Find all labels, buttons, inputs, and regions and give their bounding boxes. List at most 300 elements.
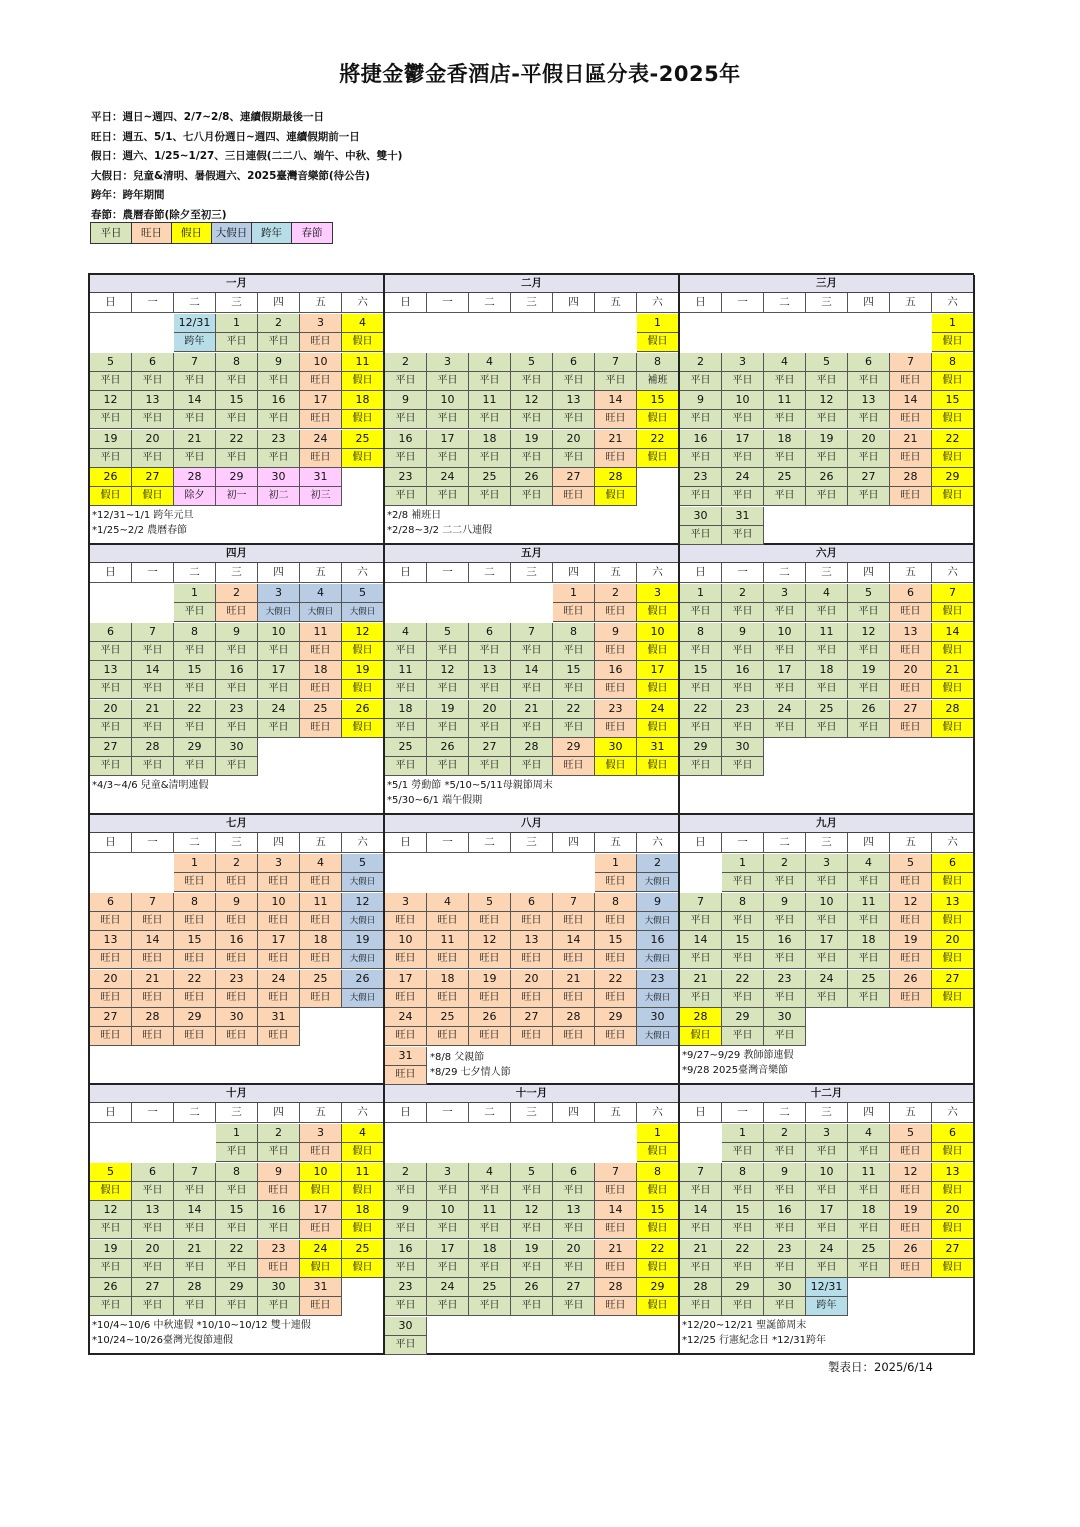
day-type: 平日	[680, 989, 722, 1008]
day-number: 5	[848, 584, 890, 603]
day-number: 24	[258, 970, 300, 989]
definition-big-holiday: 大假日：兒童&清明、暑假週六、2025臺灣音樂節(待公告)	[91, 169, 370, 182]
weekday-header: 五	[890, 1103, 932, 1123]
day-number: 1	[174, 584, 216, 603]
day-number: 17	[258, 661, 300, 680]
day-number: 29	[680, 738, 722, 757]
day-number: 26	[848, 700, 890, 719]
day-type: 假日	[680, 1027, 722, 1046]
day-type: 平日	[258, 1297, 300, 1316]
day-type: 平日	[132, 372, 174, 391]
day-number: 5	[890, 1124, 932, 1143]
day-type: 假日	[932, 1143, 973, 1162]
day-type: 平日	[806, 989, 848, 1008]
day-number: 6	[90, 893, 132, 912]
day-number: 3	[385, 893, 427, 912]
day-type: 平日	[848, 680, 890, 699]
day-type: 平日	[174, 757, 216, 776]
day-type: 假日	[300, 1182, 342, 1201]
month-notes	[90, 508, 383, 538]
day-type: 平日	[216, 680, 258, 699]
day-type: 平日	[722, 1297, 764, 1316]
day-type: 平日	[174, 372, 216, 391]
day-type: 旺日	[469, 1027, 511, 1046]
day-number: 13	[553, 391, 595, 410]
day-number: 13	[90, 931, 132, 950]
day-number: 14	[174, 391, 216, 410]
day-number: 22	[174, 970, 216, 989]
day-type: 平日	[258, 1143, 300, 1162]
weekday-header: 三	[511, 1103, 553, 1123]
day-number: 31	[258, 1008, 300, 1027]
day-number: 20	[932, 931, 973, 950]
day-type: 假日	[637, 642, 678, 661]
day-number: 9	[680, 391, 722, 410]
day-type: 旺日	[595, 1027, 637, 1046]
day-number: 5	[427, 623, 469, 642]
weekday-header: 日	[385, 833, 427, 853]
weekday-header: 二	[764, 1103, 806, 1123]
day-type: 平日	[553, 1259, 595, 1278]
day-number: 31	[637, 738, 678, 757]
day-type: 初三	[300, 487, 342, 506]
day-type: 平日	[848, 1220, 890, 1239]
day-type: 大假日	[342, 989, 383, 1008]
day-type: 平日	[132, 1220, 174, 1239]
day-number: 18	[342, 391, 383, 410]
day-type: 旺日	[216, 1027, 258, 1046]
day-number: 8	[174, 623, 216, 642]
day-number: 20	[553, 430, 595, 449]
day-number: 10	[637, 623, 678, 642]
day-type: 旺日	[300, 950, 342, 969]
day-number: 21	[932, 661, 973, 680]
day-type: 平日	[722, 1027, 764, 1046]
weekday-header: 六	[932, 563, 973, 583]
day-type: 旺日	[300, 912, 342, 931]
day-type: 旺日	[553, 1027, 595, 1046]
day-type: 旺日	[385, 912, 427, 931]
day-number: 24	[427, 468, 469, 487]
day-type: 平日	[132, 410, 174, 429]
legend-peak: 旺日	[132, 223, 172, 243]
day-number: 18	[300, 931, 342, 950]
definition-spring-festival: 春節：農曆春節(除夕至初三)	[91, 208, 227, 221]
weekday-header: 五	[595, 1103, 637, 1123]
weekday-header: 二	[469, 293, 511, 313]
weekday-header: 六	[932, 293, 973, 313]
day-number: 12/31	[174, 314, 216, 333]
weekday-header: 一	[132, 563, 174, 583]
day-type: 平日	[511, 680, 553, 699]
day-number: 9	[764, 893, 806, 912]
day-type: 平日	[469, 449, 511, 468]
day-number: 16	[595, 661, 637, 680]
day-type: 旺日	[300, 719, 342, 738]
day-type: 旺日	[132, 912, 174, 931]
day-number: 10	[258, 623, 300, 642]
day-number: 22	[216, 430, 258, 449]
day-type: 平日	[216, 1182, 258, 1201]
day-number: 9	[722, 623, 764, 642]
day-number: 1	[637, 314, 678, 333]
day-type: 假日	[342, 1259, 383, 1278]
day-number: 16	[216, 661, 258, 680]
day-number: 27	[553, 468, 595, 487]
calendar-grid	[88, 273, 974, 1355]
day-number: 13	[132, 391, 174, 410]
day-number: 28	[932, 700, 973, 719]
day-type: 平日	[722, 989, 764, 1008]
day-number: 15	[637, 391, 678, 410]
weekday-header: 四	[258, 293, 300, 313]
day-number: 30	[722, 738, 764, 757]
day-number: 28	[174, 1278, 216, 1297]
day-number: 2	[385, 1163, 427, 1182]
day-type: 平日	[511, 1259, 553, 1278]
day-type: 平日	[680, 1182, 722, 1201]
day-type: 平日	[216, 1143, 258, 1162]
day-type: 平日	[511, 449, 553, 468]
day-type: 平日	[469, 1182, 511, 1201]
day-type: 平日	[680, 603, 722, 622]
day-number: 7	[932, 584, 973, 603]
day-number: 5	[890, 854, 932, 873]
day-type: 假日	[342, 680, 383, 699]
day-number: 29	[595, 1008, 637, 1027]
weekday-header: 日	[90, 293, 132, 313]
day-number: 30	[595, 738, 637, 757]
day-number: 3	[806, 1124, 848, 1143]
day-type: 平日	[511, 757, 553, 776]
day-type: 平日	[90, 1297, 132, 1316]
day-type: 平日	[764, 1297, 806, 1316]
day-type: 平日	[806, 1259, 848, 1278]
page-title: 將捷金鬱金香酒店-平假日區分表-2025年	[339, 62, 741, 86]
day-number: 24	[258, 700, 300, 719]
day-number: 3	[258, 854, 300, 873]
day-number: 12	[427, 661, 469, 680]
day-number: 11	[385, 661, 427, 680]
day-type: 旺日	[595, 1220, 637, 1239]
day-number: 9	[216, 623, 258, 642]
day-type: 旺日	[511, 912, 553, 931]
day-type: 平日	[553, 719, 595, 738]
day-type: 平日	[132, 642, 174, 661]
weekday-header: 一	[722, 563, 764, 583]
day-number: 17	[722, 430, 764, 449]
day-type: 平日	[764, 1027, 806, 1046]
day-number: 10	[258, 893, 300, 912]
day-type: 平日	[427, 449, 469, 468]
day-number: 23	[258, 430, 300, 449]
day-type: 平日	[174, 1182, 216, 1201]
day-type: 旺日	[890, 1220, 932, 1239]
day-type: 平日	[427, 719, 469, 738]
weekday-header: 五	[595, 833, 637, 853]
day-type: 旺日	[553, 757, 595, 776]
day-number: 6	[848, 353, 890, 372]
day-type: 旺日	[174, 989, 216, 1008]
weekday-header: 六	[637, 1103, 678, 1123]
day-type: 平日	[174, 1259, 216, 1278]
day-number: 31	[300, 468, 342, 487]
day-number: 12/31	[806, 1278, 848, 1297]
day-number: 15	[174, 931, 216, 950]
day-type: 平日	[385, 1182, 427, 1201]
month-notes	[428, 1050, 678, 1080]
weekday-header: 三	[806, 833, 848, 853]
day-type: 平日	[722, 1259, 764, 1278]
day-type: 平日	[469, 487, 511, 506]
day-type: 平日	[848, 989, 890, 1008]
definition-weekday: 平日：週日~週四、2/7~2/8、連續假期最後一日	[91, 111, 324, 123]
day-type: 平日	[511, 719, 553, 738]
day-type: 旺日	[890, 912, 932, 931]
day-type: 平日	[511, 410, 553, 429]
legend-new-year: 跨年	[252, 223, 292, 243]
day-type: 平日	[385, 1259, 427, 1278]
month-notes	[385, 778, 678, 808]
day-type: 平日	[216, 1259, 258, 1278]
day-number: 26	[427, 738, 469, 757]
day-type: 平日	[427, 487, 469, 506]
day-number: 8	[637, 1163, 678, 1182]
day-type: 旺日	[890, 680, 932, 699]
day-type: 平日	[132, 1297, 174, 1316]
weekday-header: 四	[848, 1103, 890, 1123]
day-type: 平日	[722, 1182, 764, 1201]
day-number: 28	[132, 738, 174, 757]
day-type: 平日	[806, 950, 848, 969]
day-type: 平日	[427, 1297, 469, 1316]
day-number: 1	[174, 854, 216, 873]
weekday-header: 六	[342, 833, 383, 853]
day-number: 9	[637, 893, 678, 912]
day-number: 27	[132, 1278, 174, 1297]
day-number: 28	[890, 468, 932, 487]
day-number: 30	[764, 1278, 806, 1297]
day-type: 平日	[469, 642, 511, 661]
day-type: 平日	[385, 642, 427, 661]
day-type: 平日	[90, 372, 132, 391]
day-type: 假日	[132, 487, 174, 506]
day-type: 旺日	[300, 1297, 342, 1316]
note-line: *9/27~9/29 教師節連假	[682, 1049, 794, 1061]
day-number: 15	[216, 1201, 258, 1220]
day-type: 平日	[174, 680, 216, 699]
day-type: 平日	[216, 1297, 258, 1316]
day-type: 平日	[511, 487, 553, 506]
day-number: 24	[722, 468, 764, 487]
day-type: 旺日	[258, 873, 300, 892]
weekday-header: 四	[848, 293, 890, 313]
day-type: 平日	[848, 372, 890, 391]
day-type: 初一	[216, 487, 258, 506]
day-type: 平日	[511, 642, 553, 661]
day-number: 26	[890, 1240, 932, 1259]
day-type: 旺日	[427, 1027, 469, 1046]
day-number: 25	[764, 468, 806, 487]
day-type: 大假日	[342, 603, 383, 622]
month-title: 十一月	[385, 1085, 678, 1103]
day-number: 26	[890, 970, 932, 989]
day-type: 平日	[553, 1220, 595, 1239]
day-type: 平日	[385, 372, 427, 391]
day-number: 12	[511, 1201, 553, 1220]
day-type: 假日	[595, 487, 637, 506]
day-number: 23	[385, 468, 427, 487]
day-type: 除夕	[174, 487, 216, 506]
day-type: 假日	[932, 487, 973, 506]
day-type: 平日	[680, 372, 722, 391]
day-number: 22	[637, 430, 678, 449]
day-number: 11	[469, 1201, 511, 1220]
day-type: 旺日	[174, 912, 216, 931]
day-number: 26	[806, 468, 848, 487]
day-number: 26	[90, 468, 132, 487]
day-type: 假日	[342, 719, 383, 738]
day-number: 10	[427, 1201, 469, 1220]
day-type: 旺日	[553, 912, 595, 931]
day-number: 3	[427, 353, 469, 372]
day-number: 5	[342, 584, 383, 603]
day-number: 26	[342, 700, 383, 719]
day-type: 假日	[90, 1182, 132, 1201]
day-number: 19	[342, 661, 383, 680]
day-number: 18	[848, 1201, 890, 1220]
day-number: 7	[680, 1163, 722, 1182]
day-number: 9	[595, 623, 637, 642]
day-number: 17	[806, 1201, 848, 1220]
weekday-header: 一	[427, 1103, 469, 1123]
weekday-header: 三	[511, 563, 553, 583]
day-type: 平日	[722, 526, 764, 545]
day-number: 9	[216, 893, 258, 912]
day-number: 19	[848, 661, 890, 680]
day-number: 25	[342, 1240, 383, 1259]
day-number: 2	[764, 854, 806, 873]
day-number: 13	[511, 931, 553, 950]
day-type: 平日	[511, 372, 553, 391]
day-type: 旺日	[595, 449, 637, 468]
day-type: 平日	[427, 1220, 469, 1239]
day-number: 4	[764, 353, 806, 372]
day-type: 平日	[469, 680, 511, 699]
day-type: 旺日	[595, 989, 637, 1008]
day-type: 平日	[216, 410, 258, 429]
day-type: 平日	[553, 410, 595, 429]
day-type: 平日	[764, 873, 806, 892]
day-type: 平日	[764, 912, 806, 931]
day-type: 大假日	[342, 912, 383, 931]
month-block	[680, 545, 975, 815]
definitions	[91, 108, 402, 225]
day-number: 22	[174, 700, 216, 719]
day-type: 平日	[722, 449, 764, 468]
weekday-header: 五	[300, 833, 342, 853]
day-number: 27	[932, 1240, 973, 1259]
day-number: 25	[848, 970, 890, 989]
day-type: 旺日	[300, 372, 342, 391]
weekday-header: 一	[722, 293, 764, 313]
day-type: 旺日	[216, 873, 258, 892]
day-type: 大假日	[342, 950, 383, 969]
day-type: 平日	[427, 1259, 469, 1278]
day-type: 平日	[680, 449, 722, 468]
day-type: 平日	[469, 1297, 511, 1316]
weekday-header: 二	[174, 293, 216, 313]
day-type: 初二	[258, 487, 300, 506]
day-type: 平日	[469, 757, 511, 776]
day-type: 旺日	[427, 989, 469, 1008]
day-number: 21	[174, 1240, 216, 1259]
day-type: 平日	[553, 642, 595, 661]
day-number: 16	[722, 661, 764, 680]
month-block	[90, 815, 385, 1085]
day-number: 21	[890, 430, 932, 449]
day-number: 28	[511, 738, 553, 757]
day-type: 假日	[342, 410, 383, 429]
day-type: 平日	[258, 1220, 300, 1239]
day-number: 29	[216, 1278, 258, 1297]
day-number: 22	[595, 970, 637, 989]
day-number: 6	[553, 1163, 595, 1182]
legend	[90, 222, 333, 244]
day-number: 17	[385, 970, 427, 989]
day-number: 24	[764, 700, 806, 719]
month-title: 七月	[90, 815, 383, 833]
note-line: *12/31~1/1 跨年元旦	[92, 509, 194, 521]
day-number: 2	[722, 584, 764, 603]
day-number: 11	[806, 623, 848, 642]
day-number: 29	[174, 1008, 216, 1027]
weekday-header: 二	[764, 563, 806, 583]
day-number: 19	[806, 430, 848, 449]
day-type: 假日	[342, 449, 383, 468]
day-type: 假日	[932, 449, 973, 468]
day-type: 旺日	[595, 680, 637, 699]
day-number: 29	[637, 1278, 678, 1297]
day-number: 12	[90, 391, 132, 410]
day-number: 28	[553, 1008, 595, 1027]
day-number: 6	[553, 353, 595, 372]
day-type: 平日	[680, 526, 722, 545]
day-number: 3	[764, 584, 806, 603]
day-type: 平日	[469, 719, 511, 738]
day-number: 7	[595, 1163, 637, 1182]
day-number: 22	[722, 1240, 764, 1259]
day-number: 22	[722, 970, 764, 989]
day-number: 4	[469, 353, 511, 372]
day-number: 27	[469, 738, 511, 757]
day-type: 假日	[637, 1182, 678, 1201]
day-type: 假日	[932, 1220, 973, 1239]
day-number: 6	[932, 854, 973, 873]
day-type: 旺日	[90, 950, 132, 969]
day-number: 20	[553, 1240, 595, 1259]
day-number: 28	[595, 1278, 637, 1297]
day-type: 平日	[806, 410, 848, 429]
day-type: 假日	[637, 1143, 678, 1162]
day-number: 10	[806, 1163, 848, 1182]
day-type: 旺日	[385, 1027, 427, 1046]
day-type: 旺日	[258, 1259, 300, 1278]
day-type: 平日	[722, 757, 764, 776]
day-type: 平日	[90, 680, 132, 699]
weekday-header: 二	[174, 1103, 216, 1123]
day-type: 平日	[722, 912, 764, 931]
